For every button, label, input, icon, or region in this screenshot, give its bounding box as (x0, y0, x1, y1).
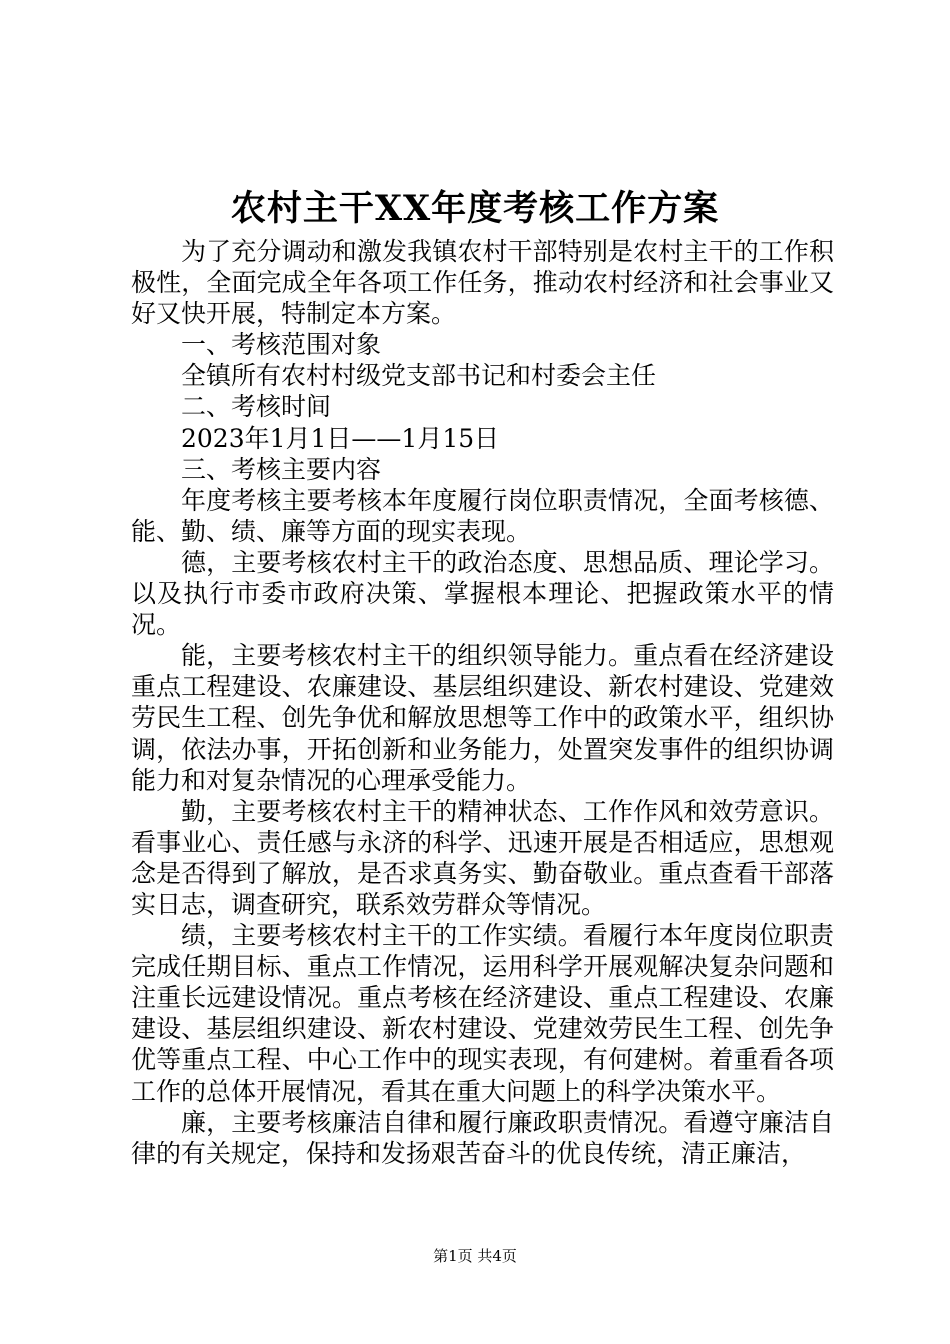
document-title: 农村主干XX年度考核工作方案 (230, 188, 720, 229)
paragraph-lian: 廉，主要考核廉洁自律和履行廉政职责情况。看遵守廉洁自律的有关规定，保持和发扬艰苦奋斗的优良传统，清正廉洁， (131, 1107, 834, 1168)
paragraph-neng: 能，主要考核农村主干的组织领导能力。重点看在经济建设重点工程建设、农廉建设、基层组织建设、新农村建设、党建效劳民生工程、创先争优和解放思想等工作中的政策水平，组织协调，依法办事，开拓创新和业务能力，处置突发事件的组织协调能力和对复杂情况的心理承受能力。 (131, 641, 834, 795)
paragraph-content-overview: 年度考核主要考核本年度履行岗位职责情况，全面考核德、能、勤、绩、廉等方面的现实表现。 (131, 485, 834, 546)
paragraph-de: 德，主要考核农村主干的政治态度、思想品质、理论学习。以及执行市委市政府决策、掌握根本理论、把握政策水平的情况。 (131, 547, 834, 640)
section-heading-content: 三、考核主要内容 (181, 454, 382, 484)
paragraph-intro: 为了充分调动和激发我镇农村干部特别是农村主干的工作积极性，全面完成全年各项工作任务，推动农村经济和社会事业又好又快开展，特制定本方案。 (131, 237, 834, 329)
page-footer: 第1页 共4页 (433, 1247, 517, 1265)
section-heading-time: 二、考核时间 (181, 392, 332, 422)
document-body (131, 236, 834, 1169)
paragraph-scope: 全镇所有农村村级党支部书记和村委会主任 (181, 361, 657, 391)
paragraph-time: 2023年1月1日——1月15日 (181, 423, 500, 453)
section-heading-scope: 一、考核范围对象 (181, 330, 382, 360)
paragraph-qin: 勤，主要考核农村主干的精神状态、工作作风和效劳意识。看事业心、责任感与永济的科学、迅速开展是否相适应，思想观念是否得到了解放，是否求真务实、勤奋敬业。重点查看干部落实日志，调查研究，联系效劳群众等情况。 (131, 796, 834, 919)
paragraph-ji: 绩，主要考核农村主干的工作实绩。看履行本年度岗位职责完成任期目标、重点工作情况，运用科学开展观解决复杂问题和注重长远建设情况。重点考核在经济建设、重点工程建设、农廉建设、基层组织建设、新农村建设、党建效劳民生工程、创先争优等重点工程、中心工作中的现实表现，有何建树。着重看各项工作的总体开展情况，看其在重大问题上的科学决策水平。 (131, 921, 834, 1106)
